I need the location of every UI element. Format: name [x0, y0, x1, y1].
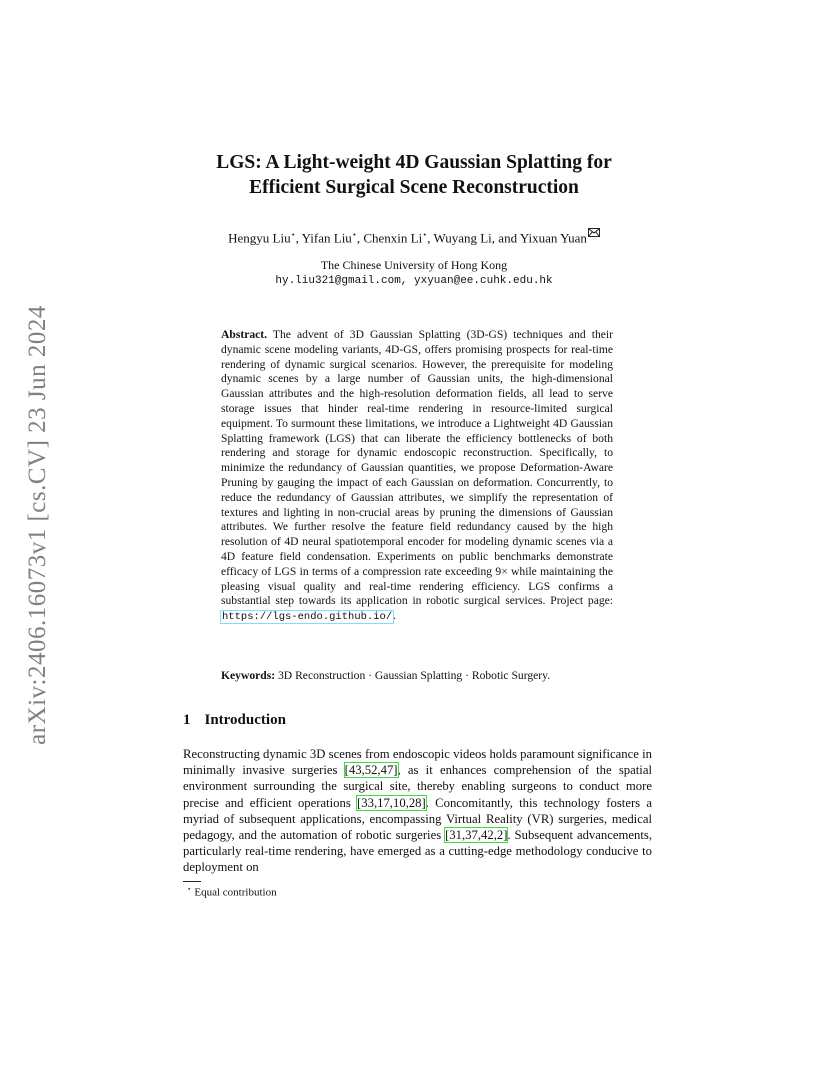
- equal-contribution-mark: ⋆: [422, 230, 428, 239]
- title-line-2: Efficient Surgical Scene Reconstruction: [249, 177, 579, 198]
- equal-contribution-mark: ⋆: [290, 230, 296, 239]
- affiliation: The Chinese University of Hong Kong: [320, 258, 508, 272]
- title-line-1: LGS: A Light-weight 4D Gaussian Splatting for: [216, 152, 612, 173]
- author-name: Wuyang Li: [433, 230, 492, 246]
- footnote-mark: ⋆: [187, 885, 192, 893]
- project-page-link[interactable]: https://lgs-endo.github.io/: [222, 611, 393, 624]
- abstract-text: The advent of 3D Gaussian Splatting (3D-GS) techniques and their dynamic scene modeling variants, 4D-GS, offers promising prospects for real-time rendering of dynamic surgical scenarios. However, the prerequisite for modeling dynamic scenes by a large number of Gaussian units, the high-dimensional Gaussian attributes and the high-resolution deformation fields, all lead to serve storage issues that hinder real-time rendering in resource-limited surgical equipment. To surmount these limitations, we introduce a Lightweight 4D Gaussian Splatting framework (LGS) that can liberate the efficiency bottlenecks of both rendering and storage for dynamic endoscopic reconstruction. Specifically, to minimize the redundancy of Gaussian quantities, we propose Deformation-Aware Pruning by gauging the impact of each Gaussian on deformation. Concurrently, to reduce the redundancy of Gaussian attributes, we simplify the representation of textures and lighting in non-crucial areas by pruning the dimensions of Gaussian attributes. We further resolve the feature field redundancy caused by the high resolution of 4D neural spatiotemporal encoder for modeling dynamic scenes via a 4D feature field condensation. Experiments on public benchmarks demonstrate efficacy of LGS in terms of a compression rate exceeding 9× while maintaining the pleasing visual quality and real-time rendering efficiency. LGS confirms a substantial step towards its application in robotic surgical services. Project page:: [221, 328, 613, 608]
- abstract: Abstract. The advent of 3D Gaussian Splatting (3D-GS) techniques and their dynamic scene modeling variants, 4D-GS, offers promising prospects for real-time rendering of dynamic surgical scenarios. However, the prerequisite for modeling dynamic scenes by a large number of Gaussian units, the high-dimensional Gaussian attributes and the high-resolution deformation fields, all lead to serve storage issues that hinder real-time rendering in resource-limited surgical equipment. To surmount these limitations, we introduce a Lightweight 4D Gaussian Splatting framework (LGS) that can liberate the efficiency bottlenecks of both rendering and storage for dynamic endoscopic reconstruction. Specifically, to minimize the redundancy of Gaussian quantities, we propose Deformation-Aware Pruning by gauging the impact of each Gaussian on deformation. Concurrently, to reduce the redundancy of Gaussian attributes, we simplify the representation of textures and lighting in non-crucial areas by pruning the dimensions of Gaussian attributes. We further resolve the feature field redundancy caused by the high resolution of 4D neural spatiotemporal encoder for modeling dynamic scenes via a 4D feature field condensation. Experiments on public benchmarks demonstrate efficacy of LGS in terms of a compression rate exceeding 9× while maintaining the pleasing visual quality and real-time rendering efficiency. LGS confirms a substantial step towards its application in robotic surgical services. Project page: https://lgs-endo.github.io/.: [221, 328, 613, 624]
- citation-link[interactable]: [31,37,42,2]: [445, 828, 508, 843]
- intro-paragraph: Reconstructing dynamic 3D scenes from endoscopic videos holds paramount significance in minimally invasive surgeries [43,52,47], as it enhances comprehension of the spatial environment surrounding the surgical site, thereby enabling surgeons to conduct more precise and efficient operations [33,17,10,28]. Concomitantly, this technology fosters a myriad of subsequent applications, encompassing Virtual Reality (VR) surgeries, medical pedagogy, and the automation of robotic surgeries [31,37,42,2]. Subsequent advancements, particularly real-time rendering, have emerged as a cutting-edge methodology conducive to deployment on: [183, 747, 652, 875]
- keywords-label: Keywords:: [221, 669, 276, 682]
- author-name: Yixuan Yuan: [519, 230, 587, 246]
- keywords: [221, 669, 616, 682]
- citation-link[interactable]: [43,52,47]: [344, 763, 398, 778]
- envelope-icon: [588, 228, 600, 237]
- equal-contribution-mark: ⋆: [351, 230, 357, 239]
- author-name: Hengyu Liu: [228, 230, 291, 246]
- author-name: Yifan Liu: [301, 230, 352, 246]
- affiliation-block: [0, 257, 828, 289]
- paper-title: [0, 150, 828, 200]
- abstract-label: Abstract.: [221, 328, 268, 341]
- citation-link[interactable]: [33,17,10,28]: [357, 795, 426, 810]
- author-emails: hy.liu321@gmail.com, yxyuan@ee.cuhk.edu.hk: [275, 275, 553, 287]
- author-name: Chenxin Li: [363, 230, 423, 246]
- section-number: 1: [183, 712, 191, 728]
- section-heading: [183, 712, 286, 729]
- arxiv-stamp: [18, 290, 58, 760]
- footnote-divider: [183, 881, 201, 882]
- footnote-text: Equal contribution: [194, 886, 277, 899]
- arxiv-stamp-text: arXiv:2406.16073v1 [cs.CV] 23 Jun 2024: [24, 305, 51, 745]
- footnote: [187, 885, 277, 899]
- keywords-text: 3D Reconstruction · Gaussian Splatting · Robotic Surgery.: [275, 669, 551, 682]
- section-title: Introduction: [204, 712, 286, 728]
- author-list: Hengyu Liu⋆, Yifan Liu⋆, Chenxin Li⋆, Wuyang Li, and Yixuan Yuan: [0, 228, 828, 246]
